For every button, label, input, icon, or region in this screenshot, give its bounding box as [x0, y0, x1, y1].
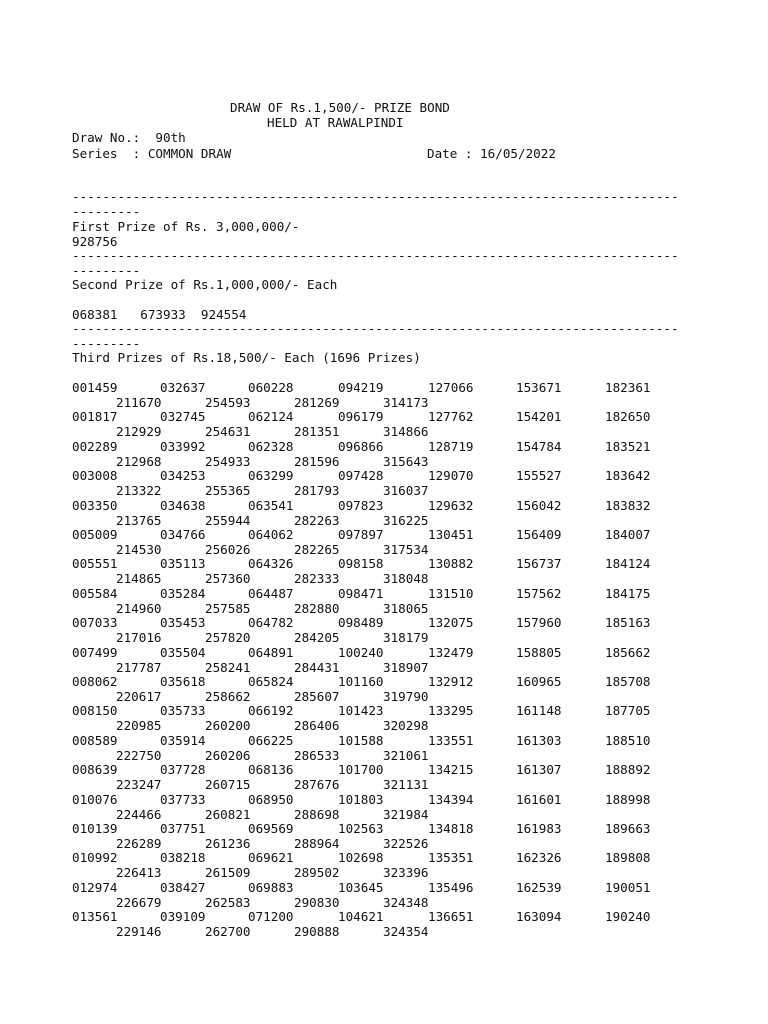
prize-number: 322526: [383, 836, 429, 851]
prize-number: 034638: [160, 498, 206, 513]
prize-number: 032637: [160, 380, 206, 395]
prize-number: 035453: [160, 615, 206, 630]
prize-number: 189808: [605, 850, 651, 865]
prize-number: 288698: [294, 807, 340, 822]
prize-number: 035618: [160, 674, 206, 689]
divider-line: --------------------------------------------------------------------------------: [72, 321, 679, 336]
prize-number: 001817: [72, 409, 118, 424]
prize-number: 161983: [516, 821, 562, 836]
prize-number: 154784: [516, 439, 562, 454]
prize-number: 190051: [605, 880, 651, 895]
prize-number: 320298: [383, 718, 429, 733]
prize-number: 212968: [116, 454, 162, 469]
date-label: Date :: [427, 146, 473, 161]
prize-number: 183642: [605, 468, 651, 483]
prize-row: [72, 468, 712, 483]
prize-number: 288964: [294, 836, 340, 851]
prize-number: 213765: [116, 513, 162, 528]
second-prize-heading: Second Prize of Rs.1,000,000/- Each: [72, 277, 338, 292]
prize-number: 038427: [160, 880, 206, 895]
prize-number: 285607: [294, 689, 340, 704]
prize-number: 101423: [338, 703, 384, 718]
prize-row-continuation: [72, 630, 712, 645]
draw-no-value: 90th: [155, 130, 186, 145]
prize-number: 189663: [605, 821, 651, 836]
second-prize-number: 673933: [140, 307, 186, 322]
prize-row-continuation: [72, 689, 712, 704]
prize-number: 284205: [294, 630, 340, 645]
prize-number: 226289: [116, 836, 162, 851]
series-line: [72, 146, 231, 161]
prize-number: 136651: [428, 909, 474, 924]
prize-row-continuation: [72, 424, 712, 439]
prize-number: 217016: [116, 630, 162, 645]
prize-number: 062124: [248, 409, 294, 424]
prize-number: 324348: [383, 895, 429, 910]
prize-number: 217787: [116, 660, 162, 675]
prize-number: 060228: [248, 380, 294, 395]
prize-number: 008639: [72, 762, 118, 777]
prize-number: 101803: [338, 792, 384, 807]
prize-number: 321984: [383, 807, 429, 822]
prize-number: 282263: [294, 513, 340, 528]
prize-number: 097823: [338, 498, 384, 513]
divider-line: --------------------------------------------------------------------------------: [72, 189, 679, 204]
prize-number: 260715: [205, 777, 251, 792]
prize-number: 282333: [294, 571, 340, 586]
prize-number: 163094: [516, 909, 562, 924]
prize-row: [72, 674, 712, 689]
prize-number: 127762: [428, 409, 474, 424]
prize-number: 005009: [72, 527, 118, 542]
prize-number: 033992: [160, 439, 206, 454]
draw-no-label: Draw No.:: [72, 130, 141, 145]
prize-number: 134394: [428, 792, 474, 807]
prize-number: 068950: [248, 792, 294, 807]
prize-number: 185163: [605, 615, 651, 630]
prize-row-continuation: [72, 395, 712, 410]
prize-number: 132479: [428, 645, 474, 660]
prize-number: 071200: [248, 909, 294, 924]
prize-number: 161307: [516, 762, 562, 777]
prize-number: 187705: [605, 703, 651, 718]
prize-number: 010992: [72, 850, 118, 865]
prize-number: 184124: [605, 556, 651, 571]
prize-number: 256026: [205, 542, 251, 557]
prize-number: 316225: [383, 513, 429, 528]
prize-row-continuation: [72, 601, 712, 616]
prize-number: 158805: [516, 645, 562, 660]
prize-number: 069569: [248, 821, 294, 836]
prize-number: 321061: [383, 748, 429, 763]
prize-number: 286406: [294, 718, 340, 733]
prize-number: 255944: [205, 513, 251, 528]
prize-row: [72, 556, 712, 571]
prize-number: 037733: [160, 792, 206, 807]
prize-number: 258241: [205, 660, 251, 675]
divider-line: --------------------------------------------------------------------------------: [72, 248, 679, 263]
prize-number: 281596: [294, 454, 340, 469]
prize-row: [72, 586, 712, 601]
divider-tail: ---------: [72, 336, 141, 351]
title-line-1: DRAW OF Rs.1,500/- PRIZE BOND: [230, 100, 450, 115]
prize-number: 132912: [428, 674, 474, 689]
prize-row: [72, 439, 712, 454]
prize-number: 101700: [338, 762, 384, 777]
prize-number: 035733: [160, 703, 206, 718]
prize-row-continuation: [72, 895, 712, 910]
prize-number: 220985: [116, 718, 162, 733]
prize-number: 010076: [72, 792, 118, 807]
prize-number: 214530: [116, 542, 162, 557]
prize-number: 133295: [428, 703, 474, 718]
prize-number: 188892: [605, 762, 651, 777]
prize-number: 134818: [428, 821, 474, 836]
prize-number: 034766: [160, 527, 206, 542]
prize-number: 039109: [160, 909, 206, 924]
prize-row: [72, 409, 712, 424]
prize-number: 132075: [428, 615, 474, 630]
date-value: 16/05/2022: [480, 146, 556, 161]
prize-number: 062328: [248, 439, 294, 454]
prize-number: 098489: [338, 615, 384, 630]
prize-number: 321131: [383, 777, 429, 792]
prize-number: 155527: [516, 468, 562, 483]
prize-number: 182650: [605, 409, 651, 424]
prize-number: 188998: [605, 792, 651, 807]
prize-row-continuation: [72, 718, 712, 733]
prize-row: [72, 850, 712, 865]
prize-number: 131510: [428, 586, 474, 601]
third-prize-heading: Third Prizes of Rs.18,500/- Each (1696 Prizes): [72, 350, 421, 365]
prize-row-continuation: [72, 748, 712, 763]
prize-number: 032745: [160, 409, 206, 424]
series-value: COMMON DRAW: [147, 146, 232, 161]
prize-row: [72, 762, 712, 777]
prize-row: [72, 380, 712, 395]
prize-number: 318907: [383, 660, 429, 675]
prize-number: 226413: [116, 865, 162, 880]
prize-number: 224466: [116, 807, 162, 822]
prize-number: 008150: [72, 703, 118, 718]
prize-row-continuation: [72, 660, 712, 675]
prize-number: 035113: [160, 556, 206, 571]
prize-number: 162326: [516, 850, 562, 865]
prize-number: 188510: [605, 733, 651, 748]
prize-number: 318179: [383, 630, 429, 645]
prize-number: 287676: [294, 777, 340, 792]
prize-number: 003350: [72, 498, 118, 513]
prize-number: 290830: [294, 895, 340, 910]
prize-number: 284431: [294, 660, 340, 675]
prize-number: 135496: [428, 880, 474, 895]
prize-number: 213322: [116, 483, 162, 498]
prize-number: 260200: [205, 718, 251, 733]
prize-number: 222750: [116, 748, 162, 763]
prize-number: 281351: [294, 424, 340, 439]
prize-number: 096179: [338, 409, 384, 424]
prize-number: 100240: [338, 645, 384, 660]
prize-number: 037728: [160, 762, 206, 777]
prize-number: 161303: [516, 733, 562, 748]
prize-number: 035914: [160, 733, 206, 748]
prize-number: 003008: [72, 468, 118, 483]
prize-number: 286533: [294, 748, 340, 763]
prize-number: 130882: [428, 556, 474, 571]
prize-number: 063299: [248, 468, 294, 483]
prize-number: 101588: [338, 733, 384, 748]
prize-number: 096866: [338, 439, 384, 454]
prize-number: 289502: [294, 865, 340, 880]
prize-row: [72, 821, 712, 836]
prize-number: 184007: [605, 527, 651, 542]
second-prize-number: 924554: [200, 307, 247, 322]
prize-number: 317534: [383, 542, 429, 557]
prize-row: [72, 615, 712, 630]
prize-number: 318065: [383, 601, 429, 616]
prize-number: 157562: [516, 586, 562, 601]
draw-number-line: [72, 130, 186, 145]
prize-number: 212929: [116, 424, 162, 439]
prize-number: 104621: [338, 909, 384, 924]
prize-number: 135351: [428, 850, 474, 865]
prize-number: 064782: [248, 615, 294, 630]
prize-number: 282880: [294, 601, 340, 616]
prize-number: 064891: [248, 645, 294, 660]
prize-number: 005584: [72, 586, 118, 601]
prize-number: 314173: [383, 395, 429, 410]
prize-row-continuation: [72, 454, 712, 469]
prize-number: 102698: [338, 850, 384, 865]
prize-number: 129632: [428, 498, 474, 513]
prize-number: 063541: [248, 498, 294, 513]
prize-number: 211670: [116, 395, 162, 410]
first-prize-heading: First Prize of Rs. 3,000,000/-: [72, 219, 300, 234]
prize-number: 128719: [428, 439, 474, 454]
prize-number: 098158: [338, 556, 384, 571]
prize-number: 001459: [72, 380, 118, 395]
prize-number: 183832: [605, 498, 651, 513]
prize-number: 130451: [428, 527, 474, 542]
prize-number: 010139: [72, 821, 118, 836]
prize-row-continuation: [72, 513, 712, 528]
prize-number: 220617: [116, 689, 162, 704]
prize-number: 254593: [205, 395, 251, 410]
title-line-2: HELD AT RAWALPINDI: [267, 115, 404, 130]
prize-row: [72, 645, 712, 660]
prize-number: 102563: [338, 821, 384, 836]
prize-number: 008589: [72, 733, 118, 748]
prize-number: 282265: [294, 542, 340, 557]
prize-number: 008062: [72, 674, 118, 689]
prize-row: [72, 792, 712, 807]
prize-number: 069621: [248, 850, 294, 865]
prize-row: [72, 880, 712, 895]
prize-number: 068136: [248, 762, 294, 777]
prize-row-continuation: [72, 807, 712, 822]
prize-number: 013561: [72, 909, 118, 924]
prize-number: 156409: [516, 527, 562, 542]
prize-number: 262700: [205, 924, 251, 939]
date-line: [427, 146, 556, 161]
prize-row-continuation: [72, 924, 712, 939]
prize-number: 064062: [248, 527, 294, 542]
prize-number: 214865: [116, 571, 162, 586]
prize-number: 156042: [516, 498, 562, 513]
prize-number: 162539: [516, 880, 562, 895]
prize-number: 038218: [160, 850, 206, 865]
prize-number: 154201: [516, 409, 562, 424]
prize-number: 260821: [205, 807, 251, 822]
prize-row-continuation: [72, 571, 712, 586]
prize-row-continuation: [72, 836, 712, 851]
prize-number: 324354: [383, 924, 429, 939]
prize-number: 183521: [605, 439, 651, 454]
prize-number: 214960: [116, 601, 162, 616]
prize-number: 161148: [516, 703, 562, 718]
prize-number: 316037: [383, 483, 429, 498]
prize-number: 190240: [605, 909, 651, 924]
prize-number: 101160: [338, 674, 384, 689]
prize-number: 064326: [248, 556, 294, 571]
second-prize-numbers: [72, 307, 246, 322]
prize-row: [72, 498, 712, 513]
prize-number: 103645: [338, 880, 384, 895]
prize-row-continuation: [72, 542, 712, 557]
prize-row: [72, 733, 712, 748]
prize-number: 127066: [428, 380, 474, 395]
prize-number: 098471: [338, 586, 384, 601]
prize-number: 290888: [294, 924, 340, 939]
prize-row: [72, 909, 712, 924]
divider-tail: ---------: [72, 204, 141, 219]
prize-number: 153671: [516, 380, 562, 395]
prize-number: 097897: [338, 527, 384, 542]
prize-number: 160965: [516, 674, 562, 689]
prize-number: 002289: [72, 439, 118, 454]
prize-number: 097428: [338, 468, 384, 483]
first-prize-number: 928756: [72, 234, 118, 249]
prize-number: 185708: [605, 674, 651, 689]
prize-number: 260206: [205, 748, 251, 763]
prize-number: 261236: [205, 836, 251, 851]
prize-number: 066192: [248, 703, 294, 718]
prize-number: 184175: [605, 586, 651, 601]
prize-row: [72, 703, 712, 718]
prize-number: 255365: [205, 483, 251, 498]
prize-number: 223247: [116, 777, 162, 792]
prize-number: 012974: [72, 880, 118, 895]
prize-number: 226679: [116, 895, 162, 910]
prize-number: 034253: [160, 468, 206, 483]
prize-row: [72, 527, 712, 542]
prize-number: 314866: [383, 424, 429, 439]
prize-row-continuation: [72, 865, 712, 880]
prize-number: 129070: [428, 468, 474, 483]
divider-tail: ---------: [72, 263, 141, 278]
prize-number: 185662: [605, 645, 651, 660]
prize-number: 157960: [516, 615, 562, 630]
prize-number: 281793: [294, 483, 340, 498]
prize-row-continuation: [72, 483, 712, 498]
prize-number: 035504: [160, 645, 206, 660]
prize-number: 261509: [205, 865, 251, 880]
prize-number: 257360: [205, 571, 251, 586]
prize-number: 069883: [248, 880, 294, 895]
prize-number: 035284: [160, 586, 206, 601]
prize-number: 323396: [383, 865, 429, 880]
prize-number: 007033: [72, 615, 118, 630]
prize-number: 257585: [205, 601, 251, 616]
prize-row-continuation: [72, 777, 712, 792]
prize-number: 281269: [294, 395, 340, 410]
prize-number: 156737: [516, 556, 562, 571]
prize-number: 161601: [516, 792, 562, 807]
prize-number: 037751: [160, 821, 206, 836]
prize-number: 257820: [205, 630, 251, 645]
prize-number: 254631: [205, 424, 251, 439]
prize-number: 005551: [72, 556, 118, 571]
prize-number: 064487: [248, 586, 294, 601]
prize-number: 133551: [428, 733, 474, 748]
prize-number: 094219: [338, 380, 384, 395]
series-label: Series :: [72, 146, 141, 161]
prize-number: 007499: [72, 645, 118, 660]
prize-number: 182361: [605, 380, 651, 395]
prize-number: 134215: [428, 762, 474, 777]
prize-number: 258662: [205, 689, 251, 704]
prize-number: 066225: [248, 733, 294, 748]
prize-number: 229146: [116, 924, 162, 939]
prize-number: 262583: [205, 895, 251, 910]
prize-number: 319790: [383, 689, 429, 704]
second-prize-number: 068381: [72, 307, 118, 322]
prize-number: 254933: [205, 454, 251, 469]
prize-number: 315643: [383, 454, 429, 469]
prize-number: 318048: [383, 571, 429, 586]
prize-number: 065824: [248, 674, 294, 689]
